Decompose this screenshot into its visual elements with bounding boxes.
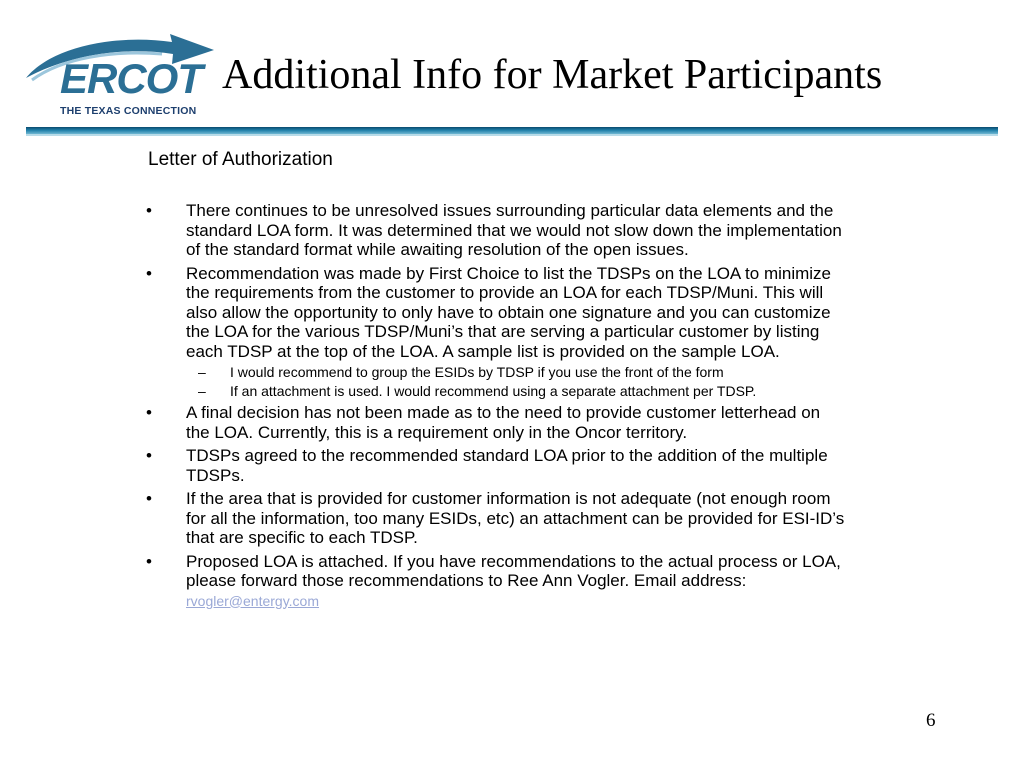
bullet-icon: • <box>146 201 152 220</box>
sub-bullet-item <box>146 384 846 399</box>
slide-title: Additional Info for Market Participants <box>222 52 883 98</box>
bullet-item <box>146 489 846 548</box>
title-divider-highlight <box>26 134 998 136</box>
bullet-item <box>146 201 846 260</box>
section-heading: Letter of Authorization <box>148 149 333 170</box>
bullet-text: Recommendation was made by First Choice to list the TDSPs on the LOA to minimize the requirements from the customer to provide an LOA for each TDSP/Muni. This will also allow the opportunity to only have to obtain one signature and you can customize the LOA for the various TDSP/Muni’s that are serving a particular customer by listing each TDSP at the top of the LOA. A sample list is provided on the sample LOA. <box>186 263 832 361</box>
sub-bullet-text: If an attachment is used. I would recommend using a separate attachment per TDSP. <box>230 383 757 399</box>
bullet-icon: • <box>146 446 152 465</box>
bullet-text: TDSPs agreed to the recommended standard LOA prior to the addition of the multiple TDSPs. <box>186 446 828 485</box>
bullet-icon: • <box>146 403 152 422</box>
bullet-text: If the area that is provided for customer information is not adequate (not enough room for all the information, too many ESIDs, etc) an attachment can be provided for ESI-ID’s that are specific to each TDSP. <box>186 489 845 547</box>
email-link[interactable]: rvogler@entergy.com <box>186 592 319 609</box>
bullet-text: There continues to be unresolved issues surrounding particular data elements and the standard LOA form. It was determined that we would not slow down the implementation of the standard format while awaiting resolution of the open issues. <box>186 201 842 259</box>
bullet-item <box>146 446 846 485</box>
logo-wordmark: ERCOT <box>60 55 202 102</box>
ercot-logo <box>22 28 218 120</box>
bullet-icon: • <box>146 263 152 283</box>
dash-icon: – <box>198 383 206 399</box>
bullet-list <box>146 201 846 615</box>
bullet-text: A final decision has not been made as to the need to provide customer letterhead on the LOA. Currently, this is a requirement only in the Oncor territory. <box>186 403 821 442</box>
page-number: 6 <box>926 710 936 731</box>
bullet-item <box>146 552 846 612</box>
logo-tagline: THE TEXAS CONNECTION <box>60 105 197 117</box>
bullet-icon: • <box>146 551 152 571</box>
sub-bullet-text: I would recommend to group the ESIDs by TDSP if you use the front of the form <box>230 364 724 380</box>
dash-icon: – <box>198 364 206 380</box>
bullet-icon: • <box>146 489 152 508</box>
title-divider <box>26 127 998 134</box>
bullet-item <box>146 403 846 442</box>
bullet-item <box>146 264 846 362</box>
bullet-text: Proposed LOA is attached. If you have recommendations to the actual process or LOA, please forward those recommendations to Ree Ann Vogler. Email address: <box>186 551 841 590</box>
sub-bullet-item <box>146 365 846 380</box>
